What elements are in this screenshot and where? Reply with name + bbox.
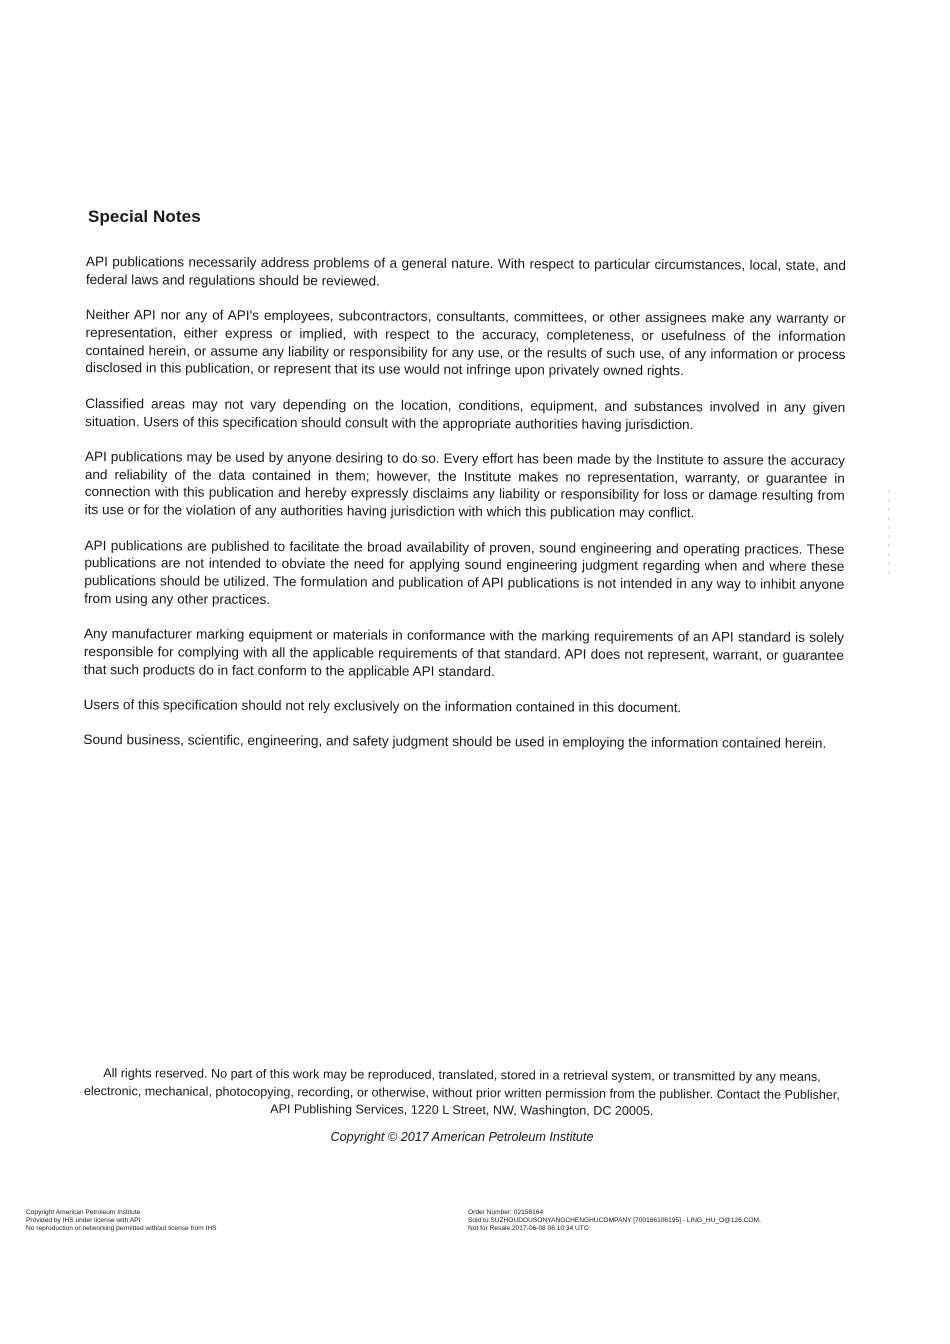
footer-order-info <box>468 1209 761 1234</box>
footer-left-line: Provided by IHS under license with API <box>26 1217 141 1225</box>
note-paragraph-general-nature: API publications necessarily address problems of a general nature. With respect to particular circumstances, local, state, and federal laws and regulations should be reviewed. <box>85 253 846 289</box>
note-paragraph-use-by-anyone: API publications may be used by anyone desiring to do so. Every effort has been made by the Institute to assure the accuracy and reliability of the data contained in them; however, the Institute makes no representation, warranty, or guarantee in connection with this publication and hereby expressly disclaims any liability or responsibility for loss or damage resulting from its use or for the violation of any authorities having jurisdiction with which this publication may conflict. <box>84 448 845 521</box>
note-paragraph-manufacturer-marking: Any manufacturer marking equipment or materials in conformance with the marking requirements of an API standard is solely responsible for complying with all the applicable requirements of that standard. API does not represent, warrant, or guarantee that such products do in fact conform to the applicable API standard. <box>83 626 845 679</box>
special-notes-heading: Special Notes <box>88 207 201 226</box>
footer-left-line: No reproduction or networking permitted without license from IHS <box>26 1225 217 1233</box>
footer-right-line: Sold to:SUZHOUDOUSONYANGCHENGHUCOMPANY [700166106195] - LING_HU_O@126.COM, <box>468 1217 761 1225</box>
scan-artifact <box>888 490 890 578</box>
note-paragraph-classified-areas: Classified areas may not vary depending on the location, conditions, equipment, and substances involved in any given situation. Users of this specification should consult with the appropriate authorities having jurisdiction. <box>85 395 846 432</box>
note-paragraph-warranty-disclaimer: Neither API nor any of API's employees, subcontractors, consultants, committees, or other assignees make any warranty or representation, either express or implied, with respect to the accuracy, completeness, or usefulness of the information contained herein, or assume any liability or responsibility for any use, or the results of such use, of any information or process disclosed in this publication, or represent that its use would not infringe upon privately owned rights. <box>85 307 846 379</box>
footer-license-info <box>26 1209 217 1234</box>
footer-right-line: Not for Resale,2017-06-08 06:10:34 UTC <box>468 1225 589 1233</box>
note-paragraph-reliance: Users of this specification should not rely exclusively on the information contained in this document. <box>83 697 682 716</box>
note-paragraph-sound-practices: API publications are published to facilitate the broad availability of proven, sound engineering and operating practices. These publications are not intended to obviate the need for applying sound engineering judgment regarding when and where these publications should be utilized. The formulation and publication of API publications is not intended in any way to inhibit anyone from using any other practices. <box>84 537 845 607</box>
rights-notice: All rights reserved. No part of this work may be reproduced, translated, stored in a retrieval system, or transmitted by any means, electronic, mechanical, photocopying, recording, or otherwise, without prior written permission from the publisher. Contact the Publisher, API Publishing Services, 1220 L Street, NW, Washington, DC 20005. <box>83 1066 840 1119</box>
note-paragraph-judgment: Sound business, scientific, engineering, and safety judgment should be used in employing the information contained herein. <box>83 732 827 752</box>
special-notes-body <box>83 253 846 771</box>
footer-right-line: Order Number: 02156164 <box>468 1209 544 1216</box>
footer-left-line: Copyright American Petroleum Institute <box>26 1209 141 1216</box>
copyright-line: Copyright © 2017 American Petroleum Institute <box>330 1130 594 1144</box>
